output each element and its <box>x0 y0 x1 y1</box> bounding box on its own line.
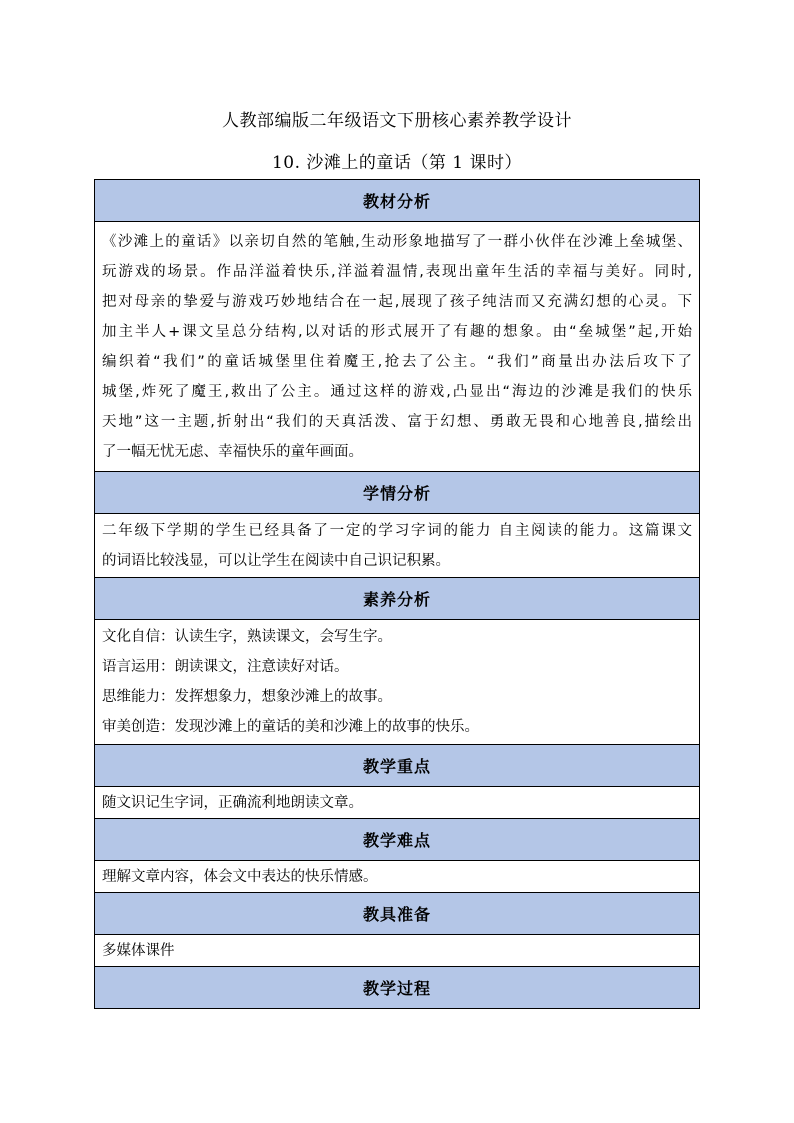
lesson-subtitle: 10. 沙滩上的童话（第 1 课时） <box>271 153 523 173</box>
lesson-plan-table <box>94 179 700 1009</box>
textbook-analysis-line: 了一幅无忧无虑、幸福快乐的童年画面。 <box>102 443 363 460</box>
section-body-row <box>95 620 700 745</box>
literacy-item-culture: 文化自信：认读生字，熟读课文，会写生字。 <box>102 629 392 645</box>
key-points-body <box>95 787 700 819</box>
section-body-row <box>95 861 700 893</box>
textbook-analysis-line: 玩游戏的场景。作品洋溢着快乐,洋溢着温情,表现出童年生活的幸福与美好。同时, <box>102 263 692 280</box>
literacy-analysis-heading: 素养分析 <box>95 578 700 620</box>
section-header-row <box>95 967 700 1009</box>
textbook-analysis-line: 加主半人+课文呈总分结构,以对话的形式展开了有趣的想象。由“垒城堡”起,开始 <box>102 323 692 340</box>
difficulties-heading: 教学难点 <box>95 819 700 861</box>
section-body-row <box>95 222 700 472</box>
difficulties-text: 理解文章内容，体会文中表达的快乐情感。 <box>102 868 378 885</box>
textbook-analysis-heading: 教材分析 <box>95 180 700 222</box>
materials-heading: 教具准备 <box>95 893 700 935</box>
section-header-row <box>95 180 700 222</box>
textbook-analysis-body <box>95 222 700 472</box>
literacy-item-aesthetic: 审美创造：发现沙滩上的童话的美和沙滩上的故事的快乐。 <box>102 719 479 735</box>
process-heading: 教学过程 <box>95 967 700 1009</box>
materials-body <box>95 935 700 967</box>
key-points-heading: 教学重点 <box>95 745 700 787</box>
literacy-item-thinking: 思维能力：发挥想象力，想象沙滩上的故事。 <box>102 689 392 705</box>
textbook-analysis-line: 编织着“我们”的童话城堡里住着魔王,抢去了公主。“我们”商量出办法后攻下了 <box>102 353 692 370</box>
key-points-text: 随文识记生字词，正确流利地朗读文章。 <box>102 794 363 811</box>
section-header-row <box>95 578 700 620</box>
textbook-analysis-line: 把对母亲的挚爱与游戏巧妙地结合在一起,展现了孩子纯洁而又充满幻想的心灵。下 <box>102 293 692 310</box>
learner-analysis-line: 的词语比较浅显，可以让学生在阅读中自己识记积累。 <box>102 552 450 569</box>
section-body-row <box>95 787 700 819</box>
section-header-row <box>95 893 700 935</box>
textbook-analysis-line: 《沙滩上的童话》以亲切自然的笔触,生动形象地描写了一群小伙伴在沙滩上垒城堡、 <box>102 233 692 250</box>
textbook-analysis-line: 城堡,炸死了魔王,救出了公主。通过这样的游戏,凸显出“海边的沙滩是我们的快乐 <box>102 383 692 400</box>
section-body-row <box>95 935 700 967</box>
learner-analysis-heading: 学情分析 <box>95 472 700 514</box>
document-title: 人教部编版二年级语文下册核心素养教学设计 <box>222 111 572 131</box>
section-header-row <box>95 819 700 861</box>
literacy-analysis-body <box>95 620 700 745</box>
section-body-row <box>95 514 700 578</box>
materials-text: 多媒体课件 <box>102 942 175 959</box>
section-header-row <box>95 745 700 787</box>
learner-analysis-body <box>95 514 700 578</box>
textbook-analysis-line: 天地”这一主题,折射出“我们的天真活泼、富于幻想、勇敢无畏和心地善良,描绘出 <box>102 413 692 430</box>
learner-analysis-line: 二年级下学期的学生已经具备了一定的学习字词的能力 自主阅读的能力。这篇课文 <box>102 522 692 539</box>
section-header-row <box>95 472 700 514</box>
literacy-item-language: 语言运用：朗读课文，注意读好对话。 <box>102 659 349 675</box>
difficulties-body <box>95 861 700 893</box>
